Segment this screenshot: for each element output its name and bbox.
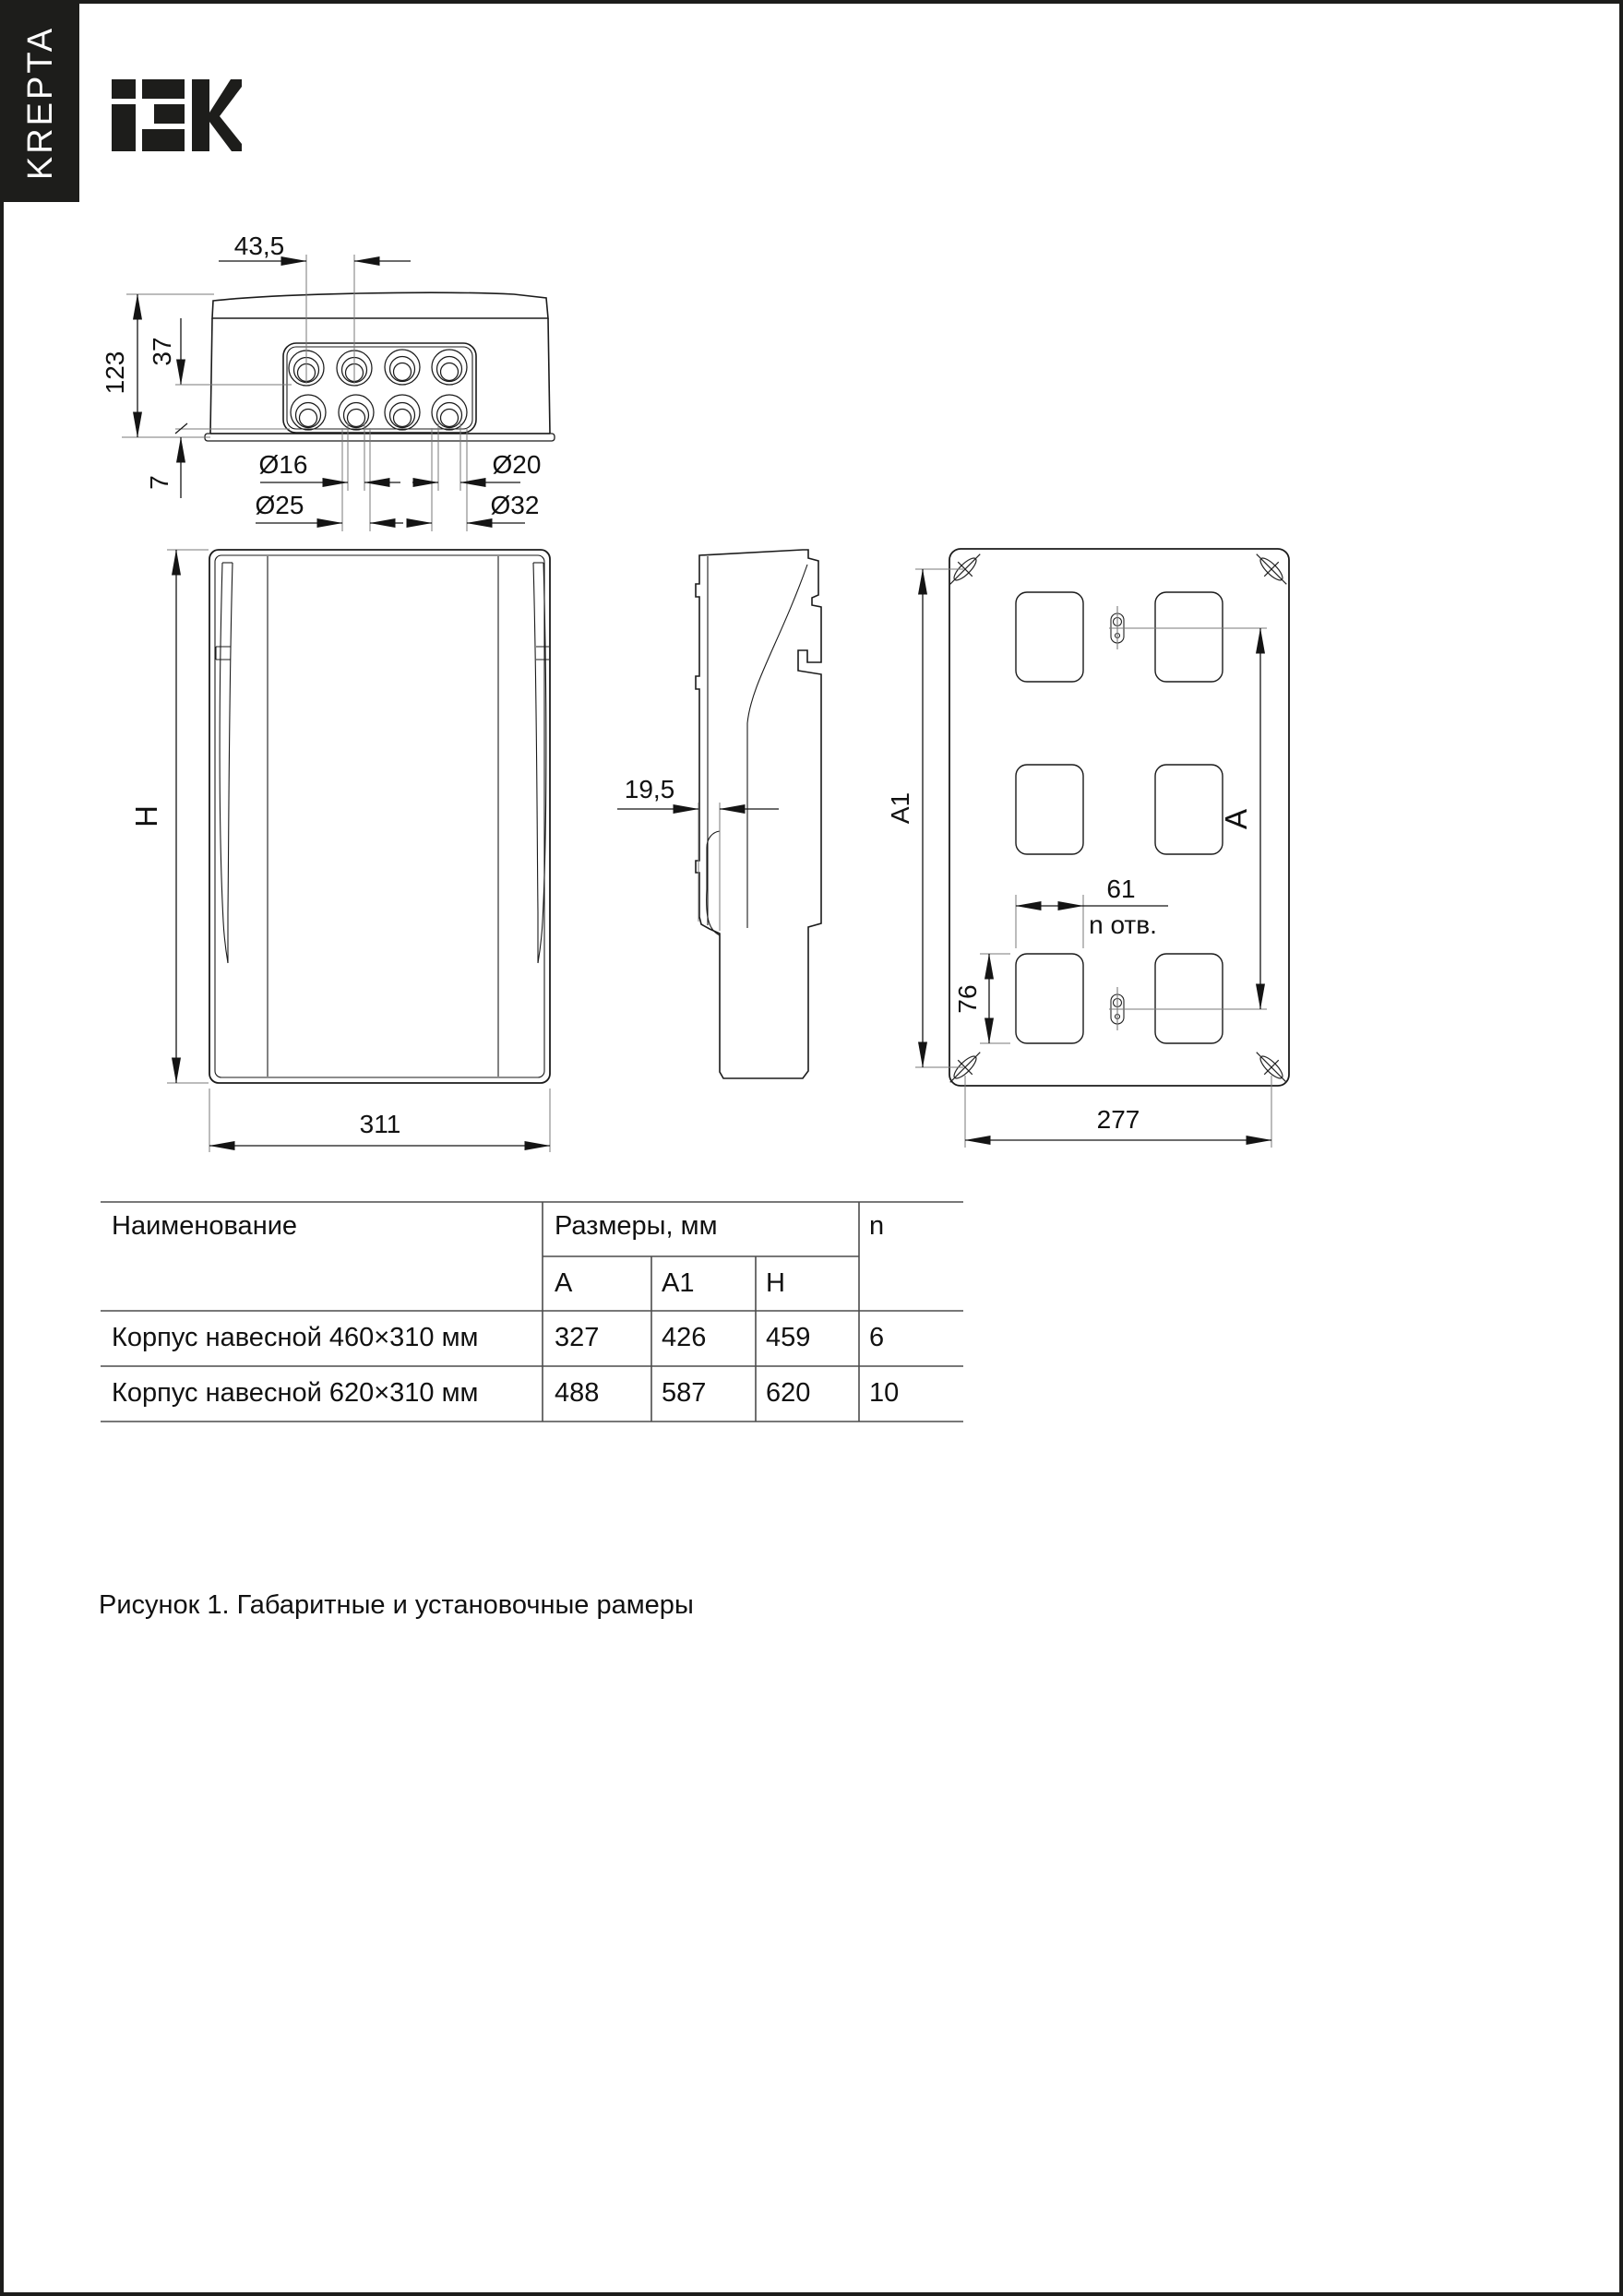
row-a: 488 (555, 1378, 600, 1408)
top-view-drawing (205, 292, 555, 441)
dim-a1-label: A1 (886, 791, 914, 825)
row-a1: 426 (662, 1323, 707, 1352)
row-a1: 587 (662, 1378, 707, 1408)
back-view-dimensions (915, 569, 1271, 1148)
row-h: 459 (766, 1323, 811, 1352)
side-view-drawing (696, 550, 821, 1078)
dim-43-5-label: 43,5 (233, 232, 285, 260)
front-view-dimensions (167, 550, 550, 1152)
row-a: 327 (555, 1323, 600, 1352)
row-name: Корпус навесной 620×310 мм (112, 1378, 479, 1408)
table-header-a1: A1 (662, 1268, 695, 1298)
table-header-sizes: Размеры, мм (555, 1211, 718, 1241)
dim-37-label: 37 (148, 337, 176, 366)
dim-311-label: 311 (359, 1110, 401, 1138)
dim-123-label: 123 (101, 351, 129, 395)
dia-25-label: Ø25 (255, 491, 304, 519)
dia-32-label: Ø32 (490, 491, 540, 519)
row-n: 6 (869, 1323, 885, 1352)
table-header-n: n (869, 1211, 885, 1241)
dim-h-label: H (129, 805, 163, 827)
table-row (112, 1378, 899, 1408)
row-name: Корпус навесной 460×310 мм (112, 1323, 479, 1352)
dim-19-5-label: 19,5 (624, 775, 675, 803)
figure-caption: Рисунок 1. Габаритные и установочные рамеры (99, 1590, 694, 1620)
dim-277-label: 277 (1096, 1105, 1140, 1134)
dia-16-label: Ø16 (258, 450, 308, 479)
holes-note-label: n отв. (1089, 910, 1157, 939)
dim-61-label: 61 (1106, 874, 1136, 903)
table-header-a: A (555, 1268, 573, 1298)
dim-76-label: 76 (953, 984, 982, 1014)
table-header-name: Наименование (112, 1211, 298, 1241)
dia-20-label: Ø20 (492, 450, 542, 479)
side-view-dimensions (617, 803, 779, 931)
technical-drawing (4, 4, 1619, 2292)
brand-label: KREPTA (21, 25, 61, 181)
row-h: 620 (766, 1378, 811, 1408)
table-header-h: H (766, 1268, 785, 1298)
iek-logo-icon (112, 79, 242, 151)
row-n: 10 (869, 1378, 900, 1408)
dim-7-label: 7 (145, 475, 173, 490)
top-view-dimensions (122, 255, 525, 531)
front-view-drawing (209, 550, 550, 1083)
dim-a-label: A (1219, 808, 1253, 830)
table-row (112, 1323, 884, 1352)
